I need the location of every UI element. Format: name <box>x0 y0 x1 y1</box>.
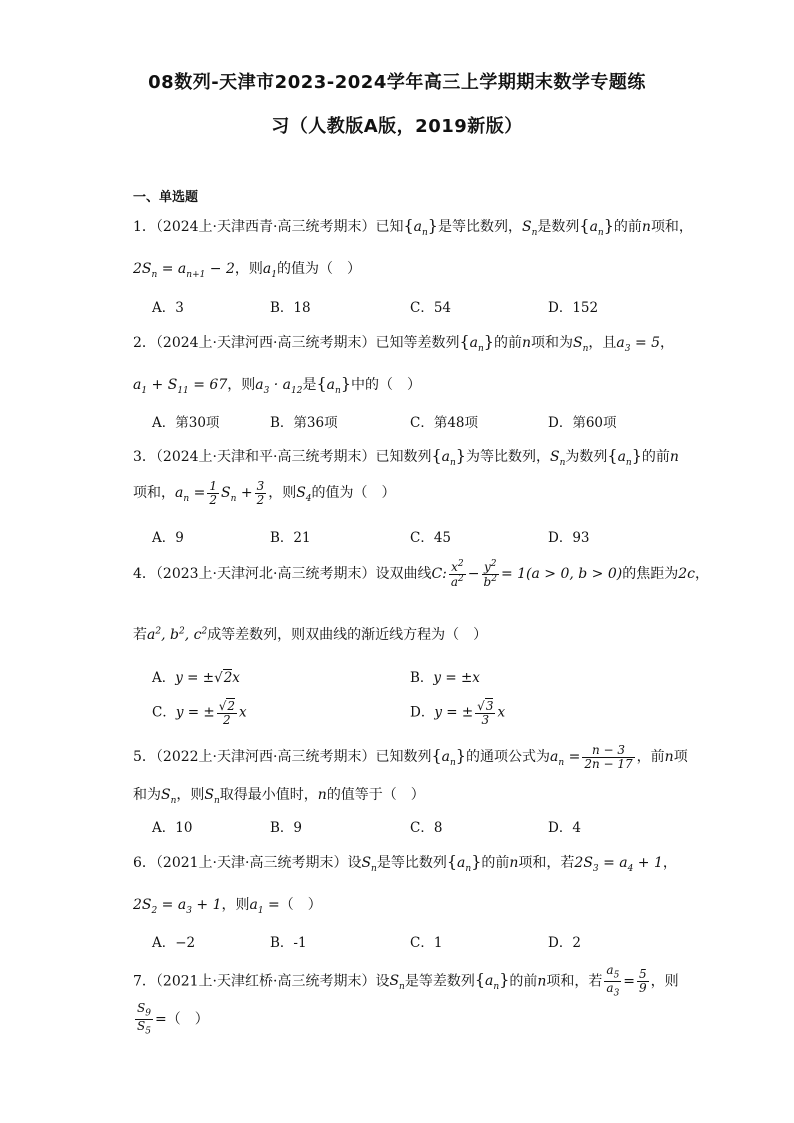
question-source: （2021上·天津·高三统考期末） <box>155 855 348 871</box>
question-3-line1: 3．（2024上·天津和平·高三统考期末）已知数列$\{a_n\}$为等比数列，$S_n$为数列$\{a_n\}$的前n <box>133 446 679 468</box>
question-3-line2: 项和，$a_n$ = $\frac{1}{2}$ $S_n$ + $\frac{3}{2}$ ，则$S_4$的值为（ ） <box>133 479 396 507</box>
question-2-line2: $a_1 + S_{11} = 67$，则$a_3 \cdot a_{12}$是$\{a_n\}$中的（ ） <box>133 374 422 396</box>
option-a[interactable]: A．y = ±√2x <box>152 670 240 686</box>
option-c[interactable]: C．54 <box>410 300 452 316</box>
section-heading: 一、单选题 <box>133 190 199 205</box>
question-7-line2: $\frac{S_9}{S_5}$ =（ ） <box>137 1001 209 1037</box>
option-b[interactable]: B．第36项 <box>270 415 338 431</box>
question-source: （2024上·天津和平·高三统考期末） <box>155 449 376 465</box>
document-title-line2: 习（人教版A版，2019新版） <box>271 116 523 137</box>
option-c[interactable]: C．1 <box>410 935 443 951</box>
option-d[interactable]: D．152 <box>548 300 599 316</box>
question-2-line1: 2．（2024上·天津河西·高三统考期末）已知等差数列$\{a_n\}$的前n项和为$S_n$，且$a_3 = 5$， <box>133 332 675 354</box>
question-4-line2: 若$a^2$, $b^2$, $c^2$成等差数列，则双曲线的渐近线方程为（ ） <box>133 626 488 643</box>
question-source: （2023上·天津河北·高三统考期末） <box>155 566 376 583</box>
option-c[interactable]: C．45 <box>410 530 452 546</box>
option-b[interactable]: B．9 <box>270 820 303 836</box>
question-source: （2022上·天津河西·高三统考期末） <box>155 749 376 766</box>
option-a[interactable]: A．10 <box>152 820 193 836</box>
option-c[interactable]: C．8 <box>410 820 443 836</box>
option-a[interactable]: A．9 <box>152 530 184 546</box>
question-4-line1: 4．（2023上·天津河北·高三统考期末）设双曲线C: $\frac{x^2}{a^2}$ − $\frac{y^2}{b^2}$ = 1(a > 0, b > 0)的焦距为2c， <box>133 559 709 589</box>
option-b[interactable]: B．y = ±x <box>410 670 480 686</box>
option-d[interactable]: D．2 <box>548 935 581 951</box>
option-a[interactable]: A．3 <box>152 300 184 316</box>
option-d[interactable]: D．4 <box>548 820 581 836</box>
option-c[interactable]: C．第48项 <box>410 415 479 431</box>
question-source: （2024上·天津西青·高三统考期末） <box>155 219 376 235</box>
question-6-line1: 6．（2021上·天津·高三统考期末）设$S_n$是等比数列$\{a_n\}$的前n项和，若$2S_3 = a_4 + 1$， <box>133 852 677 874</box>
question-1-line1: 1．（2024上·天津西青·高三统考期末）已知$\{a_n\}$是等比数列，$S_n$是数列$\{a_n\}$的前n项和， <box>133 216 693 238</box>
option-d[interactable]: D．93 <box>548 530 590 546</box>
option-d[interactable]: D．第60项 <box>548 415 617 431</box>
option-c[interactable]: C．y = ± $\frac{√2}{2}$ x <box>152 699 247 727</box>
question-6-line2: $2S_2 = a_3 + 1$，则$a_1$ =（ ） <box>133 897 322 916</box>
question-7-line1: 7．（2021上·天津红桥·高三统考期末）设$S_n$是等差数列$\{a_n\}$的前n项和，若 $\frac{a_5}{a_3}$ = $\frac{5}{9}$ ，则 <box>133 963 679 999</box>
question-source: （2021上·天津红桥·高三统考期末） <box>155 973 376 990</box>
option-d[interactable]: D．y = ± $\frac{√3}{3}$ x <box>410 699 506 727</box>
option-b[interactable]: B．-1 <box>270 935 307 951</box>
document-title-line1: 08数列-天津市2023-2024学年高三上学期期末数学专题练 <box>148 72 646 93</box>
question-5-line2: 和为$S_n$，则$S_n$取得最小值时，n的值等于（ ） <box>133 787 425 806</box>
option-a[interactable]: A．−2 <box>152 935 196 951</box>
option-b[interactable]: B．21 <box>270 530 311 546</box>
option-a[interactable]: A．第30项 <box>152 415 220 431</box>
question-number: 1 <box>133 219 142 235</box>
question-5-line1: 5．（2022上·天津河西·高三统考期末）已知数列$\{a_n\}$的通项公式为$a_n$ = $\frac{n - 3}{2n - 17}$ ，前n项 <box>133 743 688 771</box>
option-b[interactable]: B．18 <box>270 300 311 316</box>
question-source: （2024上·天津河西·高三统考期末） <box>155 335 376 351</box>
question-1-line2: $2S_n = a_{n+1} - 2$，则$a_1$的值为（ ） <box>133 261 361 280</box>
